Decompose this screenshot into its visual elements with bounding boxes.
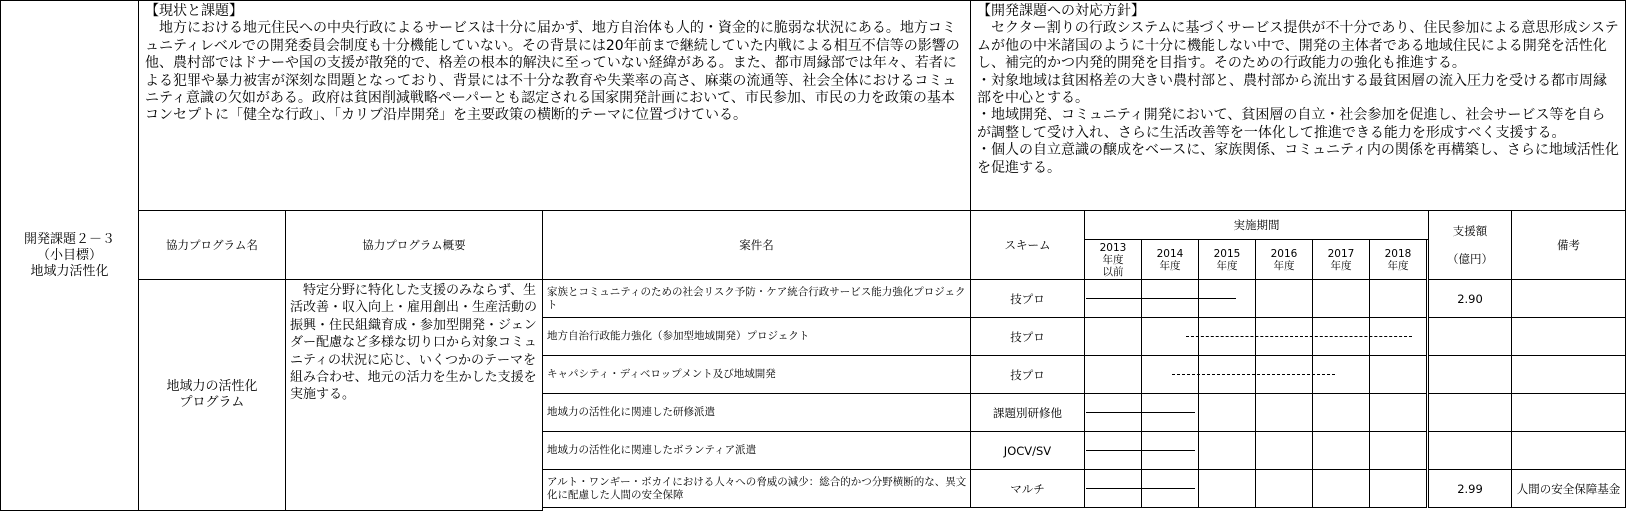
policy-section (970, 0, 1626, 211)
project-scheme-0: 技プロ (970, 279, 1085, 318)
amount-label: 支援額 (1452, 224, 1488, 238)
project-remarks-2 (1511, 355, 1626, 394)
project-5-year-4 (1312, 469, 1370, 508)
row-split-line (1256, 299, 1312, 300)
project-5-year-2 (1198, 469, 1256, 508)
row-split-line (1313, 299, 1369, 300)
program-summary-text: 特定分野に特化した支援のみならず、生活改善・収入向上・雇用創出・生産活動の振興・住民組織育成・参加型開発・ジェンダー配慮など多様な切り口から対象コミュニティの状況に応じ、いくつかのテーマを組み合わせ、地元の活力を生かした支援を実施する。 (290, 283, 538, 403)
policy-heading: 【開発課題への対応方針】 (977, 3, 1145, 19)
row-split-line (1256, 489, 1312, 490)
row-split-line (1256, 451, 1312, 452)
header-amount (1428, 210, 1512, 280)
project-0-year-3 (1255, 279, 1313, 318)
project-amount-4 (1428, 431, 1512, 470)
header-program-name: 協力プログラム名 (138, 210, 286, 280)
project-5-year-3 (1255, 469, 1313, 508)
project-remarks-5: 人間の安全保障基金 (1511, 469, 1626, 508)
project-scheme-1: 技プロ (970, 317, 1085, 356)
header-period: 実施期間 (1084, 210, 1429, 240)
project-scheme-3: 課題別研修他 (970, 393, 1085, 432)
project-name-5: アルト・ワンギー・ボカイにおける人々への脅威の減少：総合的かつ分野横断的な、異文化に配慮した人間の安全保障 (542, 469, 971, 508)
project-3-year-3 (1255, 393, 1313, 432)
schedule-bar-2 (1172, 374, 1335, 375)
issue-title: 地域力活性化 (30, 263, 109, 279)
row-split-line (1199, 413, 1255, 414)
current-status-heading: 【現状と課題】 (145, 3, 243, 19)
project-amount-1 (1428, 317, 1512, 356)
header-year-0: 2013 年度 以前 (1084, 239, 1142, 280)
project-remarks-0 (1511, 279, 1626, 318)
project-remarks-4 (1511, 431, 1626, 470)
project-name-4: 地域力の活性化に関連したボランティア派遣 (542, 431, 971, 470)
project-3-year-4 (1312, 393, 1370, 432)
project-3-year-2 (1198, 393, 1256, 432)
project-remarks-1 (1511, 317, 1626, 356)
row-split-line (1370, 489, 1426, 490)
header-year-2: 2015 年度 (1198, 239, 1256, 280)
project-0-year-5 (1369, 279, 1427, 318)
schedule-bar-0 (1086, 298, 1236, 299)
project-4-year-5 (1369, 431, 1427, 470)
project-2-year-0 (1084, 355, 1142, 394)
row-split-line (1370, 299, 1426, 300)
header-scheme: スキーム (970, 210, 1085, 280)
project-5-year-5 (1369, 469, 1427, 508)
current-status-body: 地方における地元住民への中央行政によるサービスは十分に届かず、地方自治体も人的・資金的に脆弱な状況にある。地方コミュニティレベルでの開発委員会制度も十分機能していない。その背景には20年前まで継続していた内戦による相互不信等の影響の他、農村部ではドナーや国の支援が散発的で、格差の根本的解決に至っていない経緯がある。また、都市周縁部では年々、若者による犯罪や暴力被害が深刻な問題となっており、背景には不十分な教育や失業率の高さ、麻薬の流通等、社会全体におけるコミュニティ意識の欠如がある。政府は貧困削減戦略ペーパーとも認定される国家開発計画において、市民参加、市民の力を政策の基本コンセプトに「健全な行政」、「カリブ沿岸開発」を主要政策の横断的テーマに位置づけている。 (145, 20, 960, 124)
row-split-line (1370, 413, 1426, 414)
schedule-bar-4 (1086, 450, 1195, 451)
issue-subtitle: （小目標） (36, 247, 102, 263)
project-4-year-4 (1312, 431, 1370, 470)
amount-unit: （億円） (1447, 252, 1493, 266)
row-split-line (1199, 489, 1255, 490)
header-year-1: 2014 年度 (1141, 239, 1199, 280)
header-program-summary: 協力プログラム概要 (285, 210, 543, 280)
schedule-bar-1 (1186, 336, 1412, 337)
project-amount-2 (1428, 355, 1512, 394)
row-split-line (1199, 451, 1255, 452)
project-scheme-4: JOCV/SV (970, 431, 1085, 470)
project-name-2: キャパシティ・ディベロップメント及び地域開発 (542, 355, 971, 394)
issue-number: 開発課題２－３ (23, 231, 115, 247)
header-year-5: 2018 年度 (1369, 239, 1427, 280)
header-project-name: 案件名 (542, 210, 971, 280)
header-year-4: 2017 年度 (1312, 239, 1370, 280)
project-name-3: 地域力の活性化に関連した研修派遣 (542, 393, 971, 432)
project-3-year-5 (1369, 393, 1427, 432)
current-status-section (138, 0, 971, 211)
schedule-bar-3 (1086, 412, 1195, 413)
row-split-line (1370, 451, 1426, 452)
project-4-year-2 (1198, 431, 1256, 470)
row-split-line (1313, 489, 1369, 490)
program-summary-cell (285, 279, 543, 511)
development-issue-label (0, 0, 139, 511)
project-2-year-5 (1369, 355, 1427, 394)
project-1-year-0 (1084, 317, 1142, 356)
header-year-3: 2016 年度 (1255, 239, 1313, 280)
project-amount-3 (1428, 393, 1512, 432)
header-remarks: 備考 (1511, 210, 1626, 280)
project-name-0: 家族とコミュニティのための社会リスク予防・ケア統合行政サービス能力強化プロジェクト (542, 279, 971, 318)
policy-body: セクター割りの行政システムに基づくサービス提供が不十分であり、住民参加による意思形成システムが他の中米諸国のように十分に機能しない中で、開発の主体者である地域住民による開発を活性化し、補完的かつ内発的開発を目指す。そのための行政能力の強化も推進する。 ・対象地域は貧困格差の大きい農村部と、農村部から流出する最貧困層の流入圧力を受ける都市周縁部を中心とする。 ・地域開発、コミュニティ開発において、貧困層の自立・社会参加を促進し、社会サービス等を自らが調整して受け入れ、さらに生活改善等を一体化して推進できる能力を形成すべく支援する。 ・個人の自立意識の醸成をベースに、家族関係、コミュニティ内の関係を再構築し、さらに地域活性化を促進する。 (977, 20, 1619, 176)
project-amount-5: 2.99 (1428, 469, 1512, 508)
program-name-cell: 地域力の活性化 プログラム (138, 279, 286, 511)
project-scheme-2: 技プロ (970, 355, 1085, 394)
project-amount-0: 2.90 (1428, 279, 1512, 318)
project-scheme-5: マルチ (970, 469, 1085, 508)
project-0-year-4 (1312, 279, 1370, 318)
row-split-line (1313, 451, 1369, 452)
project-remarks-3 (1511, 393, 1626, 432)
row-split-line (1313, 413, 1369, 414)
schedule-bar-5 (1086, 488, 1195, 489)
project-name-1: 地方自治行政能力強化（参加型地域開発）プロジェクト (542, 317, 971, 356)
row-split-line (1256, 413, 1312, 414)
project-4-year-3 (1255, 431, 1313, 470)
